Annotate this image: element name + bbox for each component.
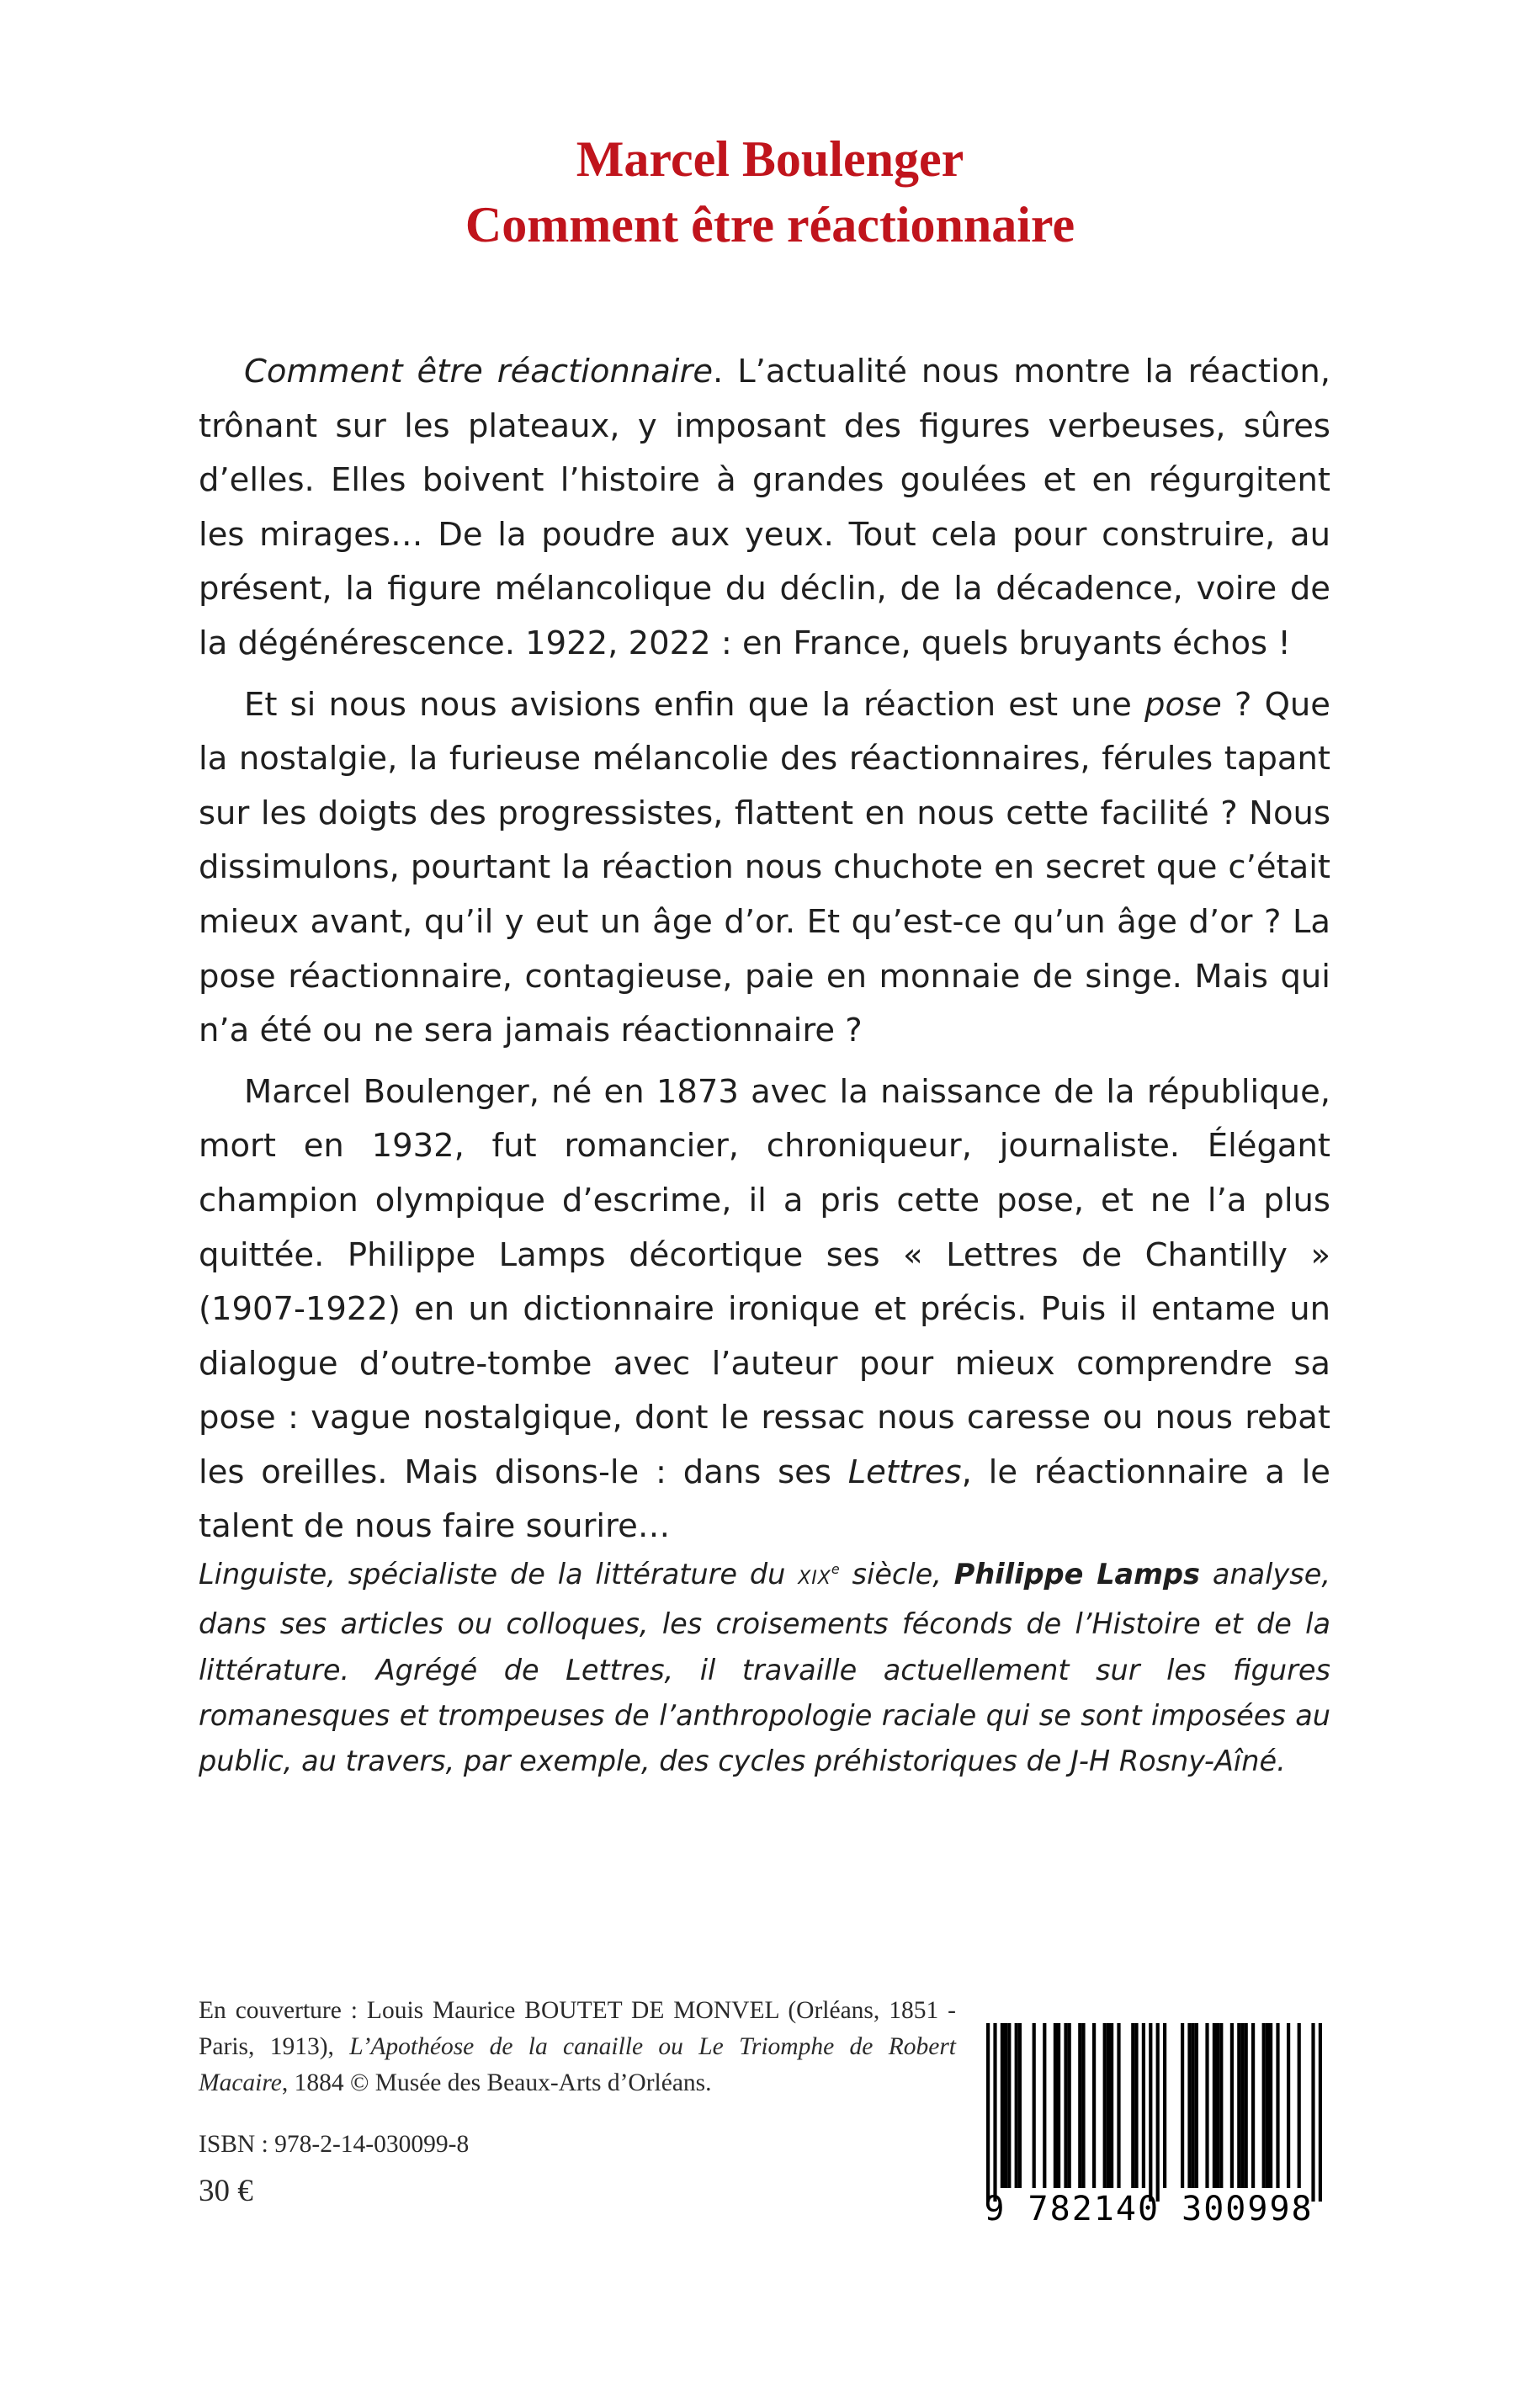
barcode-bar xyxy=(1298,2023,1301,2188)
barcode-bar xyxy=(1213,2023,1216,2188)
author-bio xyxy=(199,1547,1330,1784)
barcode-bar xyxy=(1081,2023,1085,2188)
barcode-bar xyxy=(1262,2023,1266,2188)
barcode-bar xyxy=(1057,2023,1060,2188)
blurb-paragraph-1 xyxy=(199,345,1330,672)
blurb-p2-italic: pose xyxy=(1144,685,1222,724)
blurb-p3-text-b: , le réactionnaire a le talent de nous faire sourire… xyxy=(199,1453,1330,1546)
barcode-bar xyxy=(1205,2023,1208,2188)
bio-text-c: analyse, dans ses articles ou colloques, les croisements féconds de l’Histoire et de la littérature. Agrégé de Lettres, il travaille actuellement sur les figures romanesques et trompeuses de l’anthropologie raciale qui se sont imposées au public, au travers, par exemple, des cycles préhistoriques de J-H Rosny-Aîné. xyxy=(199,1558,1330,1777)
barcode-bar xyxy=(1015,2023,1018,2188)
barcode-bar xyxy=(1134,2023,1138,2188)
blurb-p2-text-a: Et si nous nous avisions enfin que la réaction est une xyxy=(244,685,1145,724)
barcode-bar xyxy=(1004,2023,1007,2188)
barcode-guard-bar xyxy=(1311,2023,1314,2202)
barcode-bar xyxy=(1230,2023,1234,2188)
barcode-bar xyxy=(1240,2023,1244,2188)
blurb-italic-title: Comment être réactionnaire xyxy=(244,353,714,390)
blurb-p3-italic: Lettres xyxy=(847,1453,962,1491)
barcode-bar xyxy=(1216,2023,1219,2188)
barcode-bar xyxy=(1237,2023,1240,2188)
cover-credit xyxy=(199,1993,956,2101)
bio-author-name: Philippe Lamps xyxy=(953,1558,1200,1591)
barcode-bar xyxy=(1043,2023,1046,2188)
blurb-p3-text-a: Marcel Boulenger, né en 1873 avec la naissance de la république, mort en 1932, fut romancier, chroniqueur, journaliste. Élégant champion olympique d’escrime, il a pris cette pose, et ne l’a plus quittée. Philippe Lamps décortique ses « Lettres de Chantilly » (1907-1922) en un dictionnaire ironique et précis. Puis il entame un dialogue d’outre-tombe avec l’auteur pour mieux comprendre sa pose : vague nostalgique, dont le ressac nous caresse ou nous rebat les oreilles. Mais disons-le : dans ses xyxy=(199,1072,1330,1491)
barcode-bar xyxy=(1064,2023,1067,2188)
bio-text-a: Linguiste, spécialiste de la littérature du xyxy=(199,1558,799,1591)
blurb-p1-text: . L’actualité nous montre la réaction, trônant sur les plateaux, y imposant des figures verbeuses, sûres d’elles. Elles boivent l’histoire à grandes goulées et en régurgitent les mirages… De la poudre aux yeux. Tout cela pour construire, au présent, la figure mélancolique du déclin, de la décadence, voire de la dégénérescence. 1922, 2022 : en France, quels bruyants échos ! xyxy=(199,353,1330,662)
barcode-bar xyxy=(1219,2023,1223,2188)
barcode-bar xyxy=(1181,2023,1184,2188)
barcode-bar xyxy=(1078,2023,1081,2188)
barcode-bar xyxy=(1251,2023,1255,2188)
barcode-guard-bar xyxy=(1156,2023,1160,2202)
barcode-bar xyxy=(1068,2023,1071,2188)
barcode-guard-bar xyxy=(1319,2023,1322,2202)
isbn: ISBN : 978-2-14-030099-8 xyxy=(199,2131,470,2158)
barcode-bar xyxy=(1054,2023,1057,2188)
barcode-guard-bar xyxy=(986,2023,990,2202)
barcode-bar xyxy=(1195,2023,1198,2188)
barcode-bar xyxy=(1276,2023,1279,2188)
barcode-bar xyxy=(1117,2023,1120,2188)
barcode-bar xyxy=(1103,2023,1107,2188)
back-cover-blurb xyxy=(199,345,1330,1554)
barcode-bar xyxy=(1110,2023,1113,2188)
barcode-guard-bar xyxy=(993,2023,996,2202)
barcode-bar xyxy=(1092,2023,1096,2188)
book-subtitle: Comment être réactionnaire xyxy=(465,197,1075,252)
bio-century: XIX xyxy=(798,1568,831,1590)
barcode-bar xyxy=(1007,2023,1011,2188)
barcode-bar xyxy=(1269,2023,1272,2188)
barcode-bar xyxy=(1245,2023,1248,2188)
bio-text-b: siècle, xyxy=(839,1558,954,1591)
barcode-bar xyxy=(1018,2023,1022,2188)
barcode-bar xyxy=(1192,2023,1195,2188)
credit-work-title: L’Apothéose de la canaille ou Le Triomphe de Robert Macaire xyxy=(199,2033,956,2096)
barcode-bar xyxy=(1163,2023,1166,2188)
barcode xyxy=(968,2023,1330,2234)
barcode-bar xyxy=(1187,2023,1191,2188)
blurb-p2-text-b: ? Que la nostalgie, la furieuse mélancolie des réactionnaires, férules tapant sur les doigts des progressistes, flattent en nous cette facilité ? Nous dissimulons, pourtant la réaction nous chuchote en secret que c’était mieux avant, qu’il y eut un âge d’or. Et qu’est-ce qu’un âge d’or ? La pose réactionnaire, contagieuse, paie en monnaie de singe. Mais qui n’a été ou ne sera jamais réactionnaire ? xyxy=(199,685,1330,1050)
credit-text-b: , 1884 © Musée des Beaux-Arts d’Orléans. xyxy=(281,2069,712,2096)
barcode-bar xyxy=(1142,2023,1145,2188)
price: 30 € xyxy=(199,2174,253,2208)
bio-century-sup: e xyxy=(831,1561,840,1577)
blurb-paragraph-2 xyxy=(199,678,1330,1059)
barcode-bar xyxy=(1266,2023,1269,2188)
barcode-bar xyxy=(1131,2023,1134,2188)
barcode-bar xyxy=(1033,2023,1036,2188)
blurb-paragraph-3 xyxy=(199,1065,1330,1554)
author-name: Marcel Boulenger xyxy=(576,131,964,187)
barcode-guard-bar xyxy=(1149,2023,1152,2202)
barcode-digits: 9 782140 300998 xyxy=(984,2190,1314,2228)
barcode-bar xyxy=(1107,2023,1110,2188)
credit-text-a: En couverture : Louis Maurice BOUTET DE MONVEL (Orléans, 1851 - Paris, 1913), xyxy=(199,1997,956,2060)
book-title xyxy=(0,126,1540,258)
barcode-bar xyxy=(1001,2023,1004,2188)
barcode-bar xyxy=(1287,2023,1290,2188)
